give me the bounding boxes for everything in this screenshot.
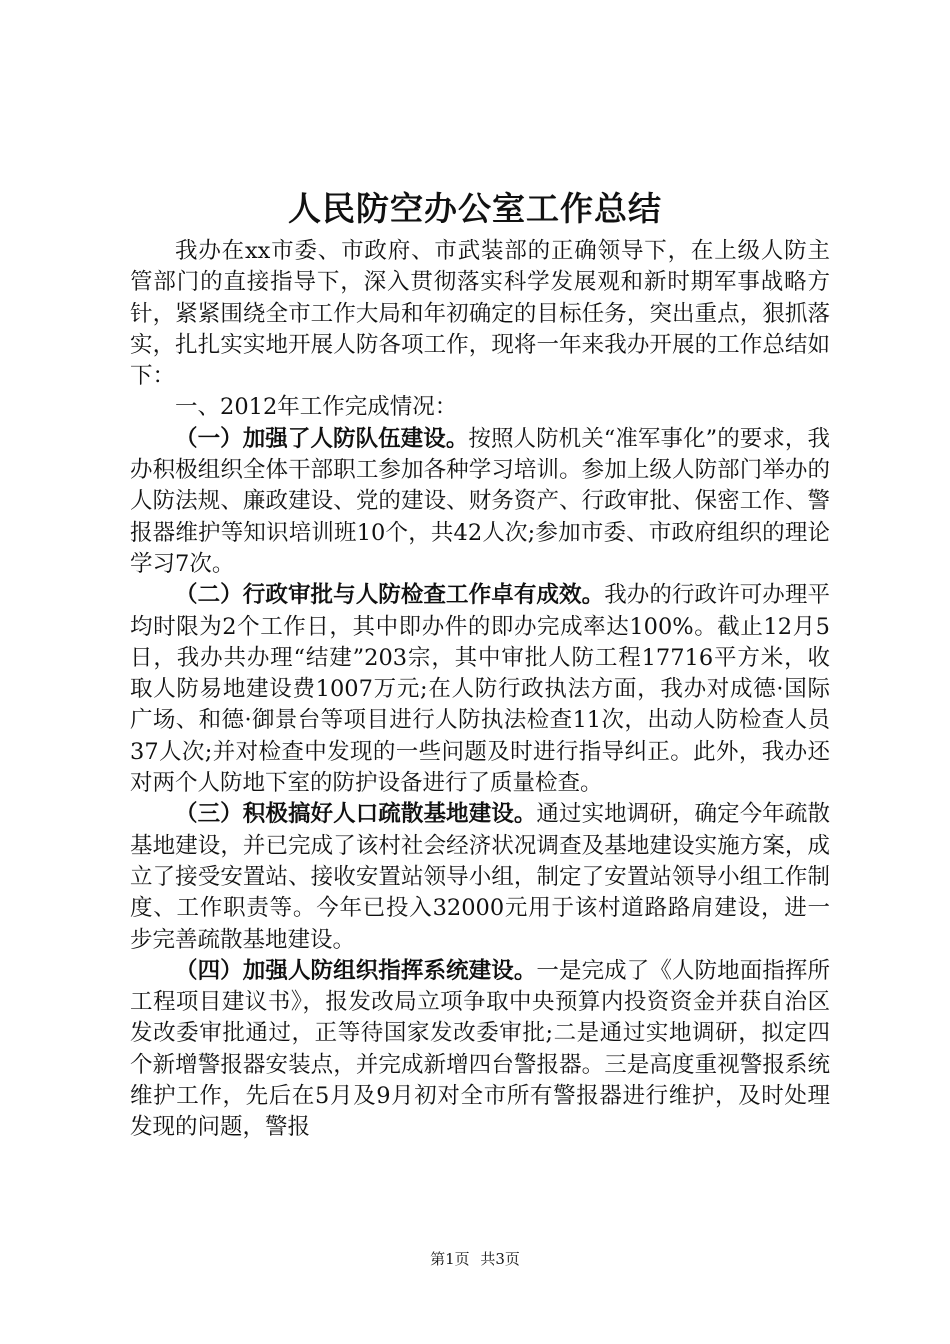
item-heading: （二）行政审批与人防检查工作卓有成效。 xyxy=(175,582,605,609)
document-title: 人民防空办公室工作总结 xyxy=(288,189,662,228)
document-body xyxy=(130,236,830,1144)
page-footer xyxy=(0,1248,950,1270)
item-heading: （三）积极搞好人口疏散基地建设。 xyxy=(175,801,537,828)
item-text: 按照人防机关“准军事化”的要求，我办积极组织全体干部职工参加各种学习培训。参加上级人防部门举办的人防法规、廉政建设、党的建设、财务资产、行政审批、保密工作、警报器维护等知识培训班10个，共42人次;参加市委、市政府组织的理论学习7次。 xyxy=(130,425,830,577)
item-paragraph xyxy=(130,424,830,580)
page-number: 第1页 xyxy=(430,1250,470,1268)
item-text: 我办的行政许可办理平均时限为2个工作日，其中即办件的即办完成率达100%。截止12月5日，我办共办理“结建”203宗，其中审批人防工程17716平方米，收取人防易地建设费1007万元;在人防行政执法方面，我办对成德·国际广场、和德·御景台等项目进行人防执法检查11次，出动人防检查人员37人次;并对检查中发现的一些问题及时进行指导纠正。此外，我办还对两个人防地下室的防护设备进行了质量检查。 xyxy=(130,582,830,797)
section-heading: 一、2012年工作完成情况： xyxy=(175,394,458,421)
item-text: 通过实地调研，确定今年疏散基地建设，并已完成了该村社会经济状况调查及基地建设实施方案，成立了接受安置站、接收安置站领导小组，制定了安置站领导小组工作制度、工作职责等。今年已投入32000元用于该村道路路肩建设，进一步完善疏散基地建设。 xyxy=(130,801,830,953)
item-heading: （四）加强人防组织指挥系统建设。 xyxy=(175,957,537,984)
item-paragraph xyxy=(130,956,830,1144)
item-paragraph xyxy=(130,580,830,799)
item-paragraph xyxy=(130,799,830,955)
item-text: 一是完成了《人防地面指挥所工程项目建议书》，报发改局立项争取中央预算内投资资金并获自治区发改委审批通过，正等待国家发改委审批;二是通过实地调研，拟定四个新增警报器安装点，并完成新增四台警报器。三是高度重视警报系统维护工作，先后在5月及9月初对全市所有警报器进行维护，及时处理发现的问题，警报 xyxy=(130,957,830,1141)
item-heading: （一）加强了人防队伍建设。 xyxy=(175,425,469,452)
page-total: 共3页 xyxy=(480,1250,520,1268)
intro-paragraph: 我办在xx市委、市政府、市武装部的正确领导下，在上级人防主管部门的直接指导下，深入贯彻落实科学发展观和新时期军事战略方针，紧紧围绕全市工作大局和年初确定的目标任务，突出重点，狠抓落实，扎扎实实地开展人防各项工作，现将一年来我办开展的工作总结如下： xyxy=(130,238,830,390)
